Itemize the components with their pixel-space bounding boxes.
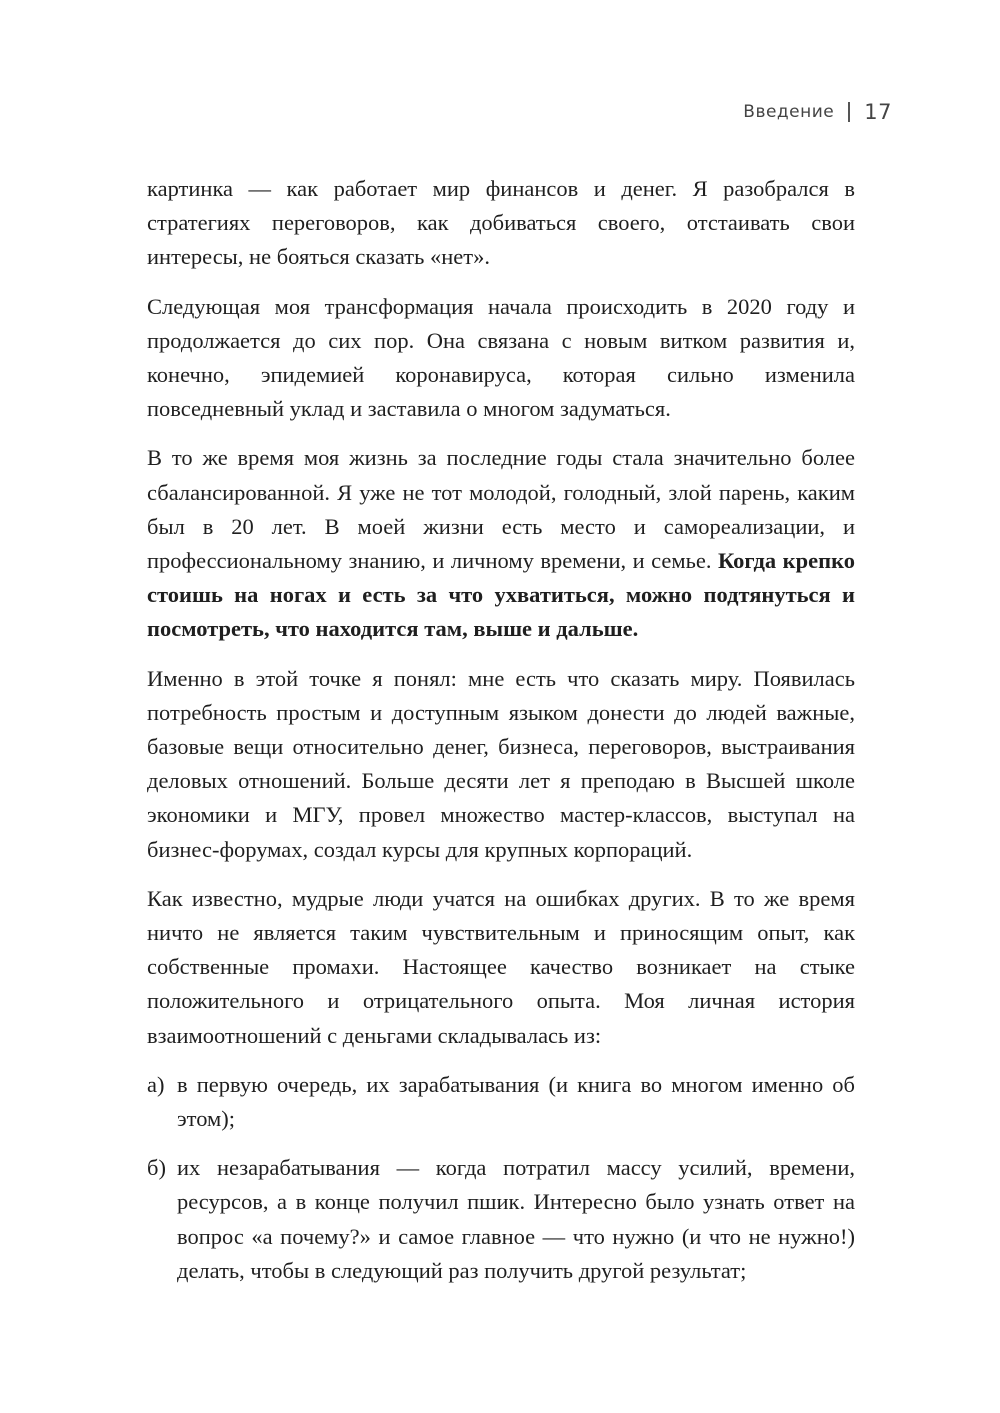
paragraph [147,172,855,275]
paragraph-text: В то же время моя жизнь за последние годы стала значительно более сбалансированной. Я уже не тот молодой, голодный, злой парень, каким был в 20 лет. В моей жизни есть место и самореализации, и профессиональному знанию, и личному времени, и семье. [147,445,855,574]
list-marker: а) [147,1071,165,1097]
list-item [147,1068,855,1136]
header-divider [848,102,850,122]
paragraph-emphasis: Когда крепко стоишь на ногах и есть за что ухватиться, можно подтянуться и посмотреть, что находится там, выше и дальше. [147,548,855,642]
list-item-text: в первую очередь, их зарабатывания (и книга во многом именно об этом); [177,1071,855,1132]
paragraph [147,662,855,867]
paragraph [147,441,855,646]
paragraph-text: Именно в этой точке я понял: мне есть что сказать миру. Появилась потребность простым и доступным языком донести до людей важные, базовые вещи относительно денег, бизнеса, переговоров, выстраивания деловых отношений. Больше десяти лет я преподаю в Высшей школе экономики и МГУ, провел множество мастер-классов, выступал на бизнес-форумах, создал курсы для крупных корпораций. [147,665,855,862]
running-header [743,100,892,124]
list-item-text: их незарабатывания — когда потратил массу усилий, времени, ресурсов, а в конце получил пшик. Интересно было узнать ответ на вопрос «а почему?» и самое главное — что нужно (и что не нужно!) делать, чтобы в следующий раз получить другой результат; [177,1155,855,1283]
paragraph-text: картинка — как работает мир финансов и денег. Я разобрался в стратегиях переговоров, как добиваться своего, отстаивать свои интересы, не бояться сказать «нет». [147,176,855,270]
page-number: 17 [864,100,892,124]
section-title: Введение [743,102,835,122]
list-item [147,1151,855,1288]
list-marker: б) [147,1155,166,1181]
page-body [147,172,855,1303]
paragraph-text: Следующая моя трансформация начала происходить в 2020 году и продолжается до сих пор. Она связана с новым витком развития и, конечно, эпидемией коронавируса, которая сильно изменила повседневный уклад и заставила о многом задуматься. [147,293,855,422]
paragraph [147,290,855,427]
paragraph-text: Как известно, мудрые люди учатся на ошибках других. В то же время ничто не является таким чувствительным и приносящим опыт, как собственные промахи. Настоящее качество возникает на стыке положительного и отрицательного опыта. Моя личная история взаимоотношений с деньгами складывалась из: [147,885,855,1048]
paragraph [147,882,855,1053]
